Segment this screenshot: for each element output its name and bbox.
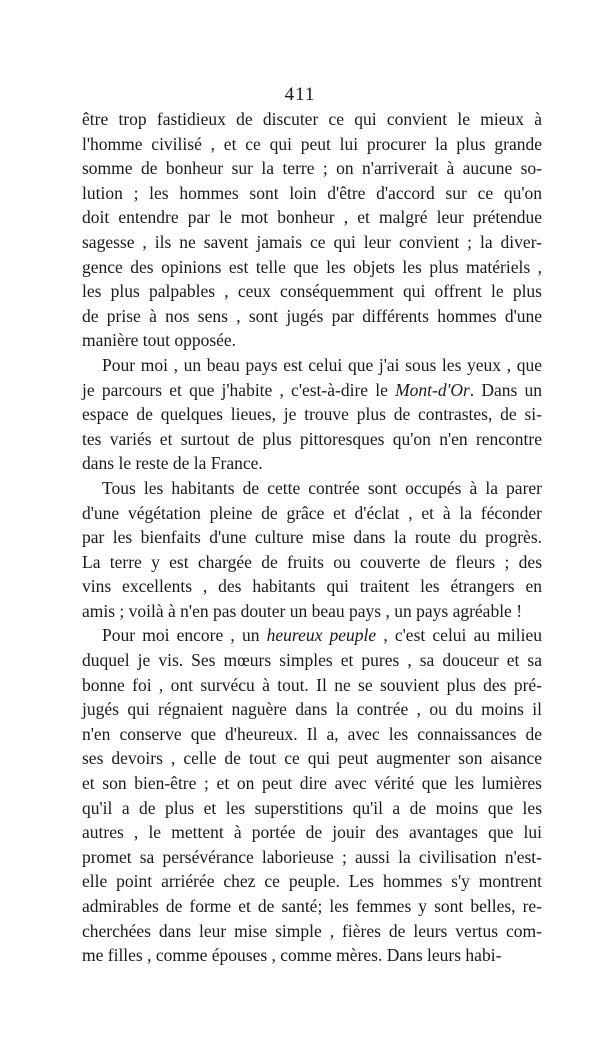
text-line: Tous les habitants de cette contrée sont occupés à la parer	[102, 477, 542, 498]
text-line: sagesse , ils ne savent jamais ce qui leur convient ; la diver-	[82, 231, 542, 252]
text-line: dans le reste de la France.	[82, 453, 263, 474]
text-line: duquel je vis. Ses mœurs simples et pures , sa douceur et sa	[82, 650, 542, 671]
text-line: n'en conserve que d'heureux. Il a, avec les connaissances de	[82, 723, 542, 744]
text-line: gence des opinions est telle que les objets les plus matériels ,	[82, 256, 542, 277]
page-number: 411	[284, 84, 316, 105]
text-line: vins excellents , des habitants qui traitent les étrangers en	[82, 576, 542, 597]
text-line: La terre y est chargée de fruits ou couverte de fleurs ; des	[82, 551, 542, 572]
text-line: bonne foi , ont survécu à tout. Il ne se souvient plus des pré-	[82, 674, 542, 695]
text-line: elle point arriérée chez ce peuple. Les hommes s'y montrent	[82, 871, 542, 892]
text-line: ses devoirs , celle de tout ce qui peut augmenter son aisance	[82, 748, 542, 769]
text-line: qu'il a de plus et les superstitions qu'il a de moins que les	[82, 797, 542, 818]
text-line: amis ; voilà à n'en pas douter un beau pays , un pays agréable !	[82, 600, 523, 621]
text-line: me filles , comme épouses , comme mères. Dans leurs habi-	[82, 945, 502, 966]
paragraph	[82, 623, 542, 967]
text-line: Pour moi encore , un heureux peuple , c'est celui au milieu	[102, 625, 542, 646]
paragraph	[82, 353, 542, 476]
text-line: cherchées dans leur mise simple , fières de leurs vertus com-	[82, 920, 542, 941]
text-line: manière tout opposée.	[82, 330, 237, 351]
text-line: lution ; les hommes sont loin d'être d'accord sur ce qu'on	[82, 182, 542, 203]
text-line: les plus palpables , ceux conséquemment qui offrent le plus	[82, 281, 542, 302]
text-line: admirables de forme et de santé; les femmes y sont belles, re-	[82, 896, 542, 916]
text-line: espace de quelques lieues, je trouve plus de contrastes, de si-	[82, 404, 542, 425]
text-line: être trop fastidieux de discuter ce qui convient le mieux à	[82, 109, 542, 129]
text-line: de prise à nos sens , sont jugés par différents hommes d'une	[82, 305, 542, 326]
text-line: jugés qui régnaient naguère dans la contrée , ou du moins il	[82, 699, 542, 720]
text-line: par les bienfaits d'une culture mise dans la route du progrès.	[82, 527, 542, 548]
body-text	[82, 107, 542, 968]
text-line: l'homme civilisé , et ce qui peut lui procurer la plus grande	[82, 133, 542, 154]
text-line: promet sa persévérance laborieuse ; aussi la civilisation n'est-	[82, 846, 542, 867]
text-line: je parcours et que j'habite , c'est-à-dire le Mont-d'Or. Dans un	[82, 379, 542, 400]
text-line: autres , le mettent à portée de jouir des avantages que lui	[82, 822, 542, 843]
text-line: d'une végétation pleine de grâce et d'éclat , et à la féconder	[82, 502, 542, 523]
text-line: Pour moi , un beau pays est celui que j'ai sous les yeux , que	[102, 354, 542, 375]
text-line: somme de bonheur sur la terre ; on n'arriverait à aucune so-	[82, 158, 542, 179]
text-line: tes variés et surtout de plus pittoresques qu'on n'en rencontre	[82, 428, 542, 449]
text-line: et son bien-être ; et on peut dire avec vérité que les lumières	[82, 773, 542, 794]
paragraph	[82, 107, 542, 353]
text-line: doit entendre par le mot bonheur , et malgré leur prétendue	[82, 207, 542, 228]
paragraph	[82, 476, 542, 624]
